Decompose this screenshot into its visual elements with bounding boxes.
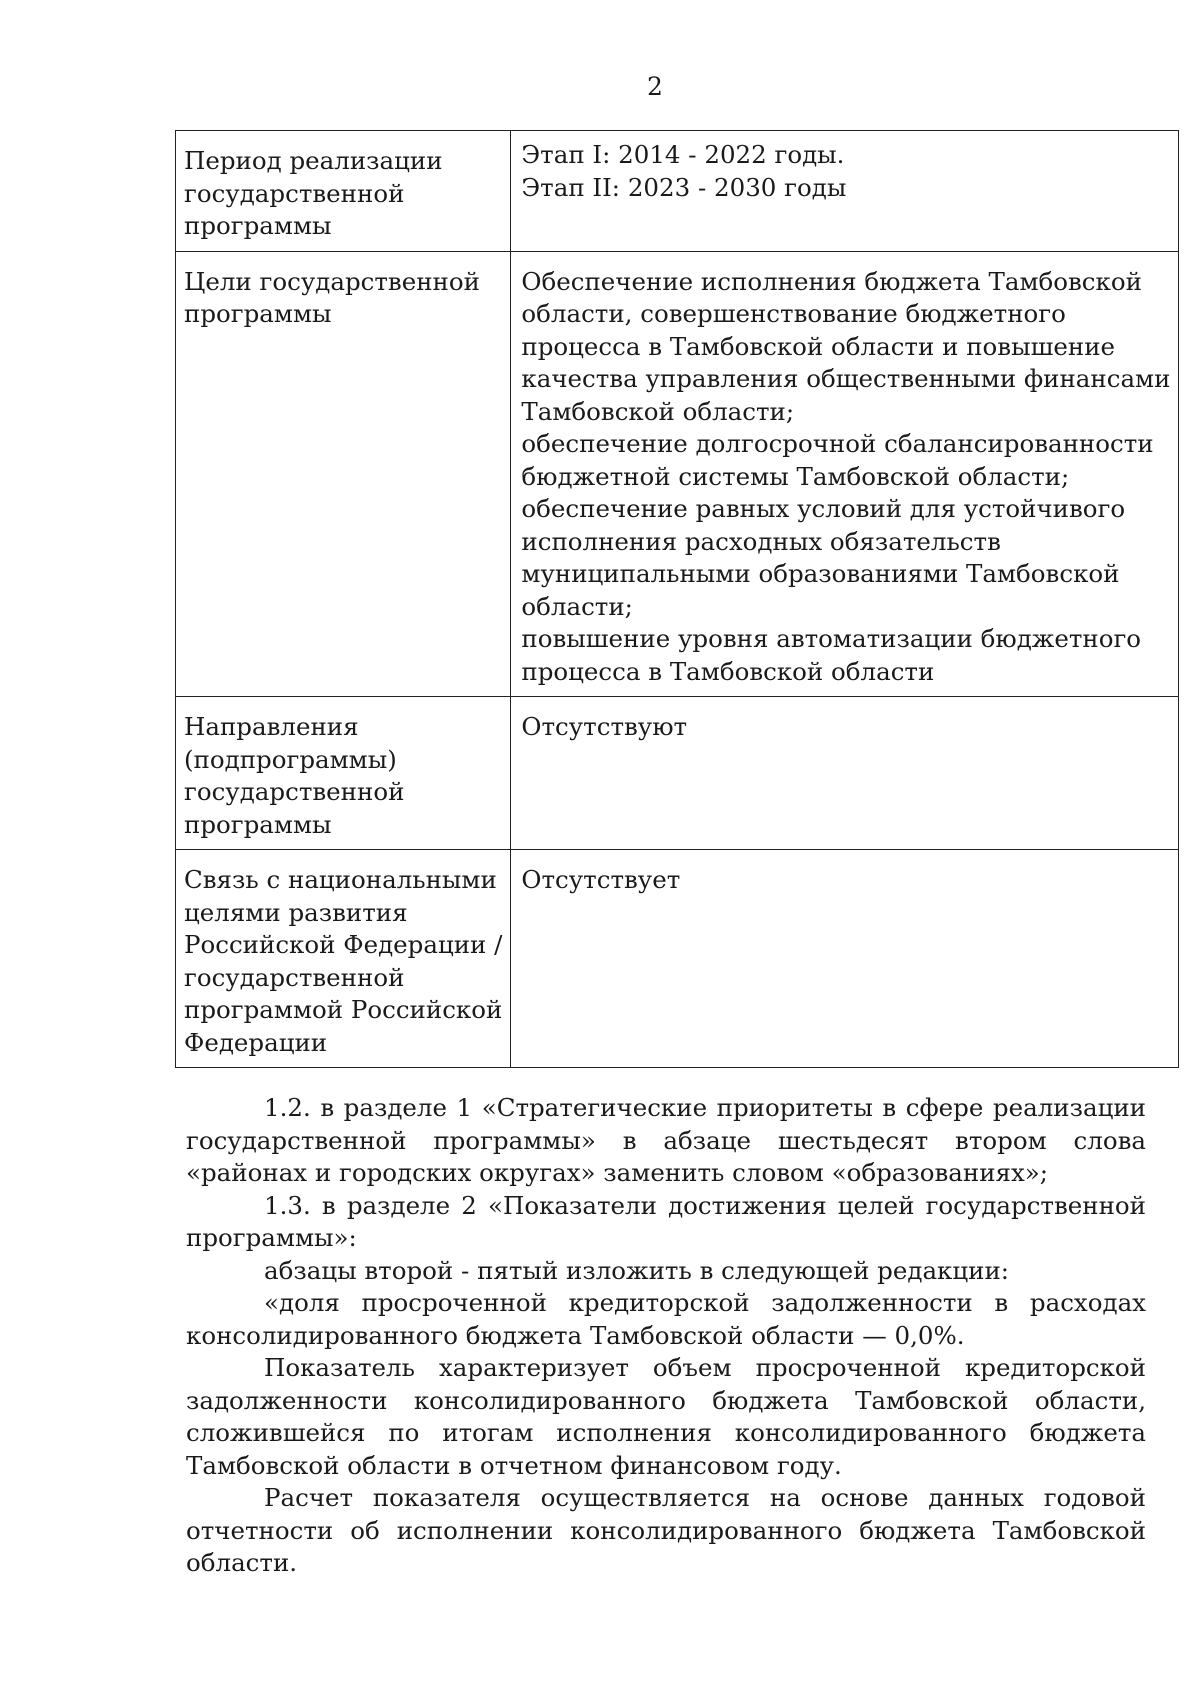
row-label bbox=[176, 697, 511, 850]
row-label bbox=[176, 131, 511, 252]
program-passport-table bbox=[175, 130, 1179, 1068]
value-line: области, совершенствование бюджетного bbox=[521, 299, 1066, 328]
label-line: программой Российской bbox=[184, 995, 503, 1024]
paragraph-indicator-definition: «доля просроченной кредиторской задолженности в расходах консолидированного бюджета Тамбовской области — 0,0%. bbox=[186, 1288, 1146, 1350]
value-line: Тамбовской области; bbox=[521, 396, 795, 426]
label-line: Связь с национальными bbox=[184, 865, 497, 894]
label-line: Период реализации bbox=[184, 146, 443, 175]
row-label bbox=[176, 850, 511, 1068]
value-line: процесса в Тамбовской области bbox=[521, 656, 935, 686]
paragraph-1-2: 1.2. в разделе 1 «Стратегические приоритеты в сфере реализации государственной программы» в абзаце шестьдесят втором слова «районах и городских округах» заменить словом «образованиях»; bbox=[186, 1093, 1146, 1187]
value-line: Этап II: 2023 - 2030 годы bbox=[521, 172, 847, 202]
page-number: 2 bbox=[647, 72, 663, 101]
value-line: повышение уровня автоматизации бюджетного bbox=[521, 624, 1142, 653]
row-value bbox=[511, 251, 1179, 697]
label-line: (подпрограммы) bbox=[184, 744, 397, 774]
paragraph-indicator-characterizes: Показатель характеризует объем просроченной кредиторской задолженности консолидированного бюджета Тамбовской области, сложившейся по итогам исполнения консолидированного бюджета Тамбовской области в отчетном финансовом году. bbox=[186, 1353, 1146, 1480]
value-line: Отсутствуют bbox=[521, 712, 688, 741]
value-line: муниципальными образованиями Тамбовской bbox=[521, 559, 1120, 588]
label-line: государственной bbox=[184, 178, 405, 208]
paragraph-paragraphs-2-5: абзацы второй - пятый изложить в следующей редакции: bbox=[264, 1255, 1010, 1285]
paragraph-1-3: 1.3. в разделе 2 «Показатели достижения целей государственной программы»: bbox=[186, 1190, 1146, 1252]
value-line: качества управления общественными финансами bbox=[521, 364, 1171, 393]
value-line: обеспечение долгосрочной сбалансированности bbox=[521, 429, 1154, 458]
label-line: целями развития bbox=[184, 897, 408, 927]
value-line: Обеспечение исполнения бюджета Тамбовской bbox=[521, 266, 1142, 296]
value-line: Отсутствует bbox=[521, 865, 681, 894]
row-value bbox=[511, 697, 1179, 850]
label-line: программы bbox=[184, 211, 332, 240]
label-line: программы bbox=[184, 809, 332, 839]
value-line: обеспечение равных условий для устойчивого bbox=[521, 494, 1126, 523]
label-line: программы bbox=[184, 299, 332, 328]
table-row-national-goals-link bbox=[176, 850, 1179, 1068]
label-line: государственной bbox=[184, 962, 405, 992]
row-value bbox=[511, 850, 1179, 1068]
paragraph-indicator-calculation: Расчет показателя осуществляется на основе данных годовой отчетности об исполнении консолидированного бюджета Тамбовской области. bbox=[186, 1483, 1146, 1577]
value-line: области; bbox=[521, 591, 633, 621]
label-line: Направления bbox=[184, 712, 359, 741]
table-row-implementation-period bbox=[176, 131, 1179, 252]
value-line: бюджетной системы Тамбовской области; bbox=[521, 461, 1070, 491]
table-row-subprograms bbox=[176, 697, 1179, 850]
label-line: Цели государственной bbox=[184, 266, 480, 296]
value-line: Этап I: 2014 - 2022 годы. bbox=[521, 140, 845, 169]
value-line: процесса в Тамбовской области и повышение bbox=[521, 331, 1116, 361]
value-line: исполнения расходных обязательств bbox=[521, 526, 1001, 556]
row-value bbox=[511, 131, 1179, 252]
row-label bbox=[176, 251, 511, 697]
label-line: государственной bbox=[184, 777, 405, 806]
table-row-program-goals bbox=[176, 251, 1179, 697]
amendment-text bbox=[186, 1092, 1146, 1580]
label-line: Российской Федерации / bbox=[184, 930, 503, 959]
label-line: Федерации bbox=[184, 1027, 328, 1057]
